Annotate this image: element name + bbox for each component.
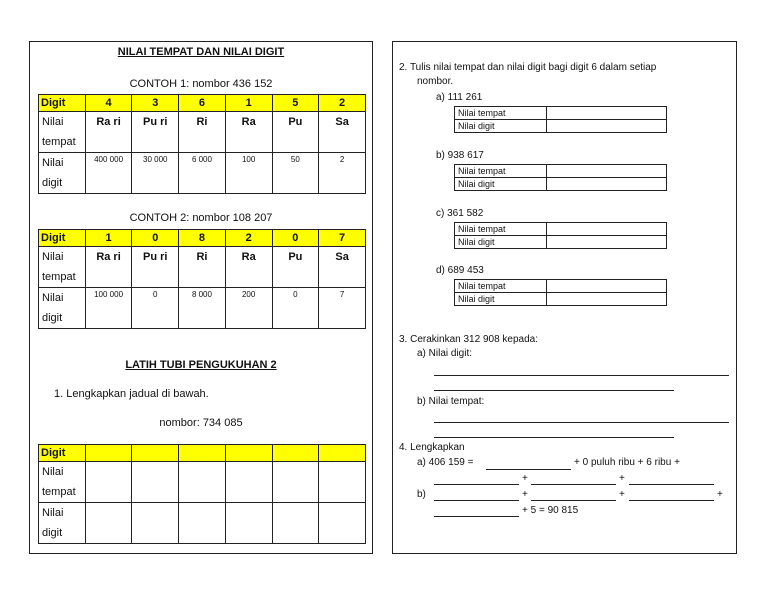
example1-caption: CONTOH 1: nombor 436 152 [129,78,273,90]
header-cell: 5 [272,95,319,112]
answer-cell[interactable] [272,462,319,503]
answer-cell[interactable] [547,236,667,249]
place-cell: Pu ri [132,247,179,288]
answer-line[interactable] [434,390,674,391]
value-cell: 50 [272,153,319,194]
answer-cell[interactable] [272,503,319,544]
q2c-table [454,222,667,249]
q4b-end: + 5 = 90 815 [522,505,579,516]
answer-blank[interactable] [486,469,571,470]
answer-blank[interactable] [629,484,714,485]
answer-line[interactable] [434,422,729,423]
header-cell: 3 [132,95,179,112]
place-cell: Ra ri [85,112,132,153]
answer-cell[interactable] [85,503,132,544]
blank-cell[interactable] [85,445,132,462]
q2a-table [454,106,667,133]
left-worksheet-panel [29,41,373,554]
place-cell: Pu [272,247,319,288]
example1-table [38,94,366,194]
place-cell: Pu [272,112,319,153]
blank-cell[interactable] [132,445,179,462]
place-cell: Pu ri [132,112,179,153]
answer-cell[interactable] [547,280,667,293]
answer-cell[interactable] [225,462,272,503]
answer-cell[interactable] [547,223,667,236]
place-label: Nilai tempat [455,280,547,293]
answer-cell[interactable] [179,503,226,544]
answer-blank[interactable] [531,484,616,485]
exercise-table [38,444,366,544]
answer-blank[interactable] [434,500,519,501]
value-cell: 7 [319,288,366,329]
value-cell: 8 000 [179,288,226,329]
place-label: Nilai tempat [455,165,547,178]
place-cell: Sa [319,247,366,288]
row-label: Nilai tempat [39,247,86,288]
row-label: Nilai tempat [39,462,86,503]
digit-label: Nilai digit [455,236,547,249]
header-cell: 0 [272,230,319,247]
header-cell: 2 [225,230,272,247]
place-label: Nilai tempat [455,223,547,236]
digit-label: Nilai digit [455,293,547,306]
worksheet-title: NILAI TEMPAT DAN NILAI DIGIT [117,46,285,58]
answer-cell[interactable] [319,462,366,503]
q3a-label: a) Nilai digit: [417,348,473,359]
plus-sign: + [522,473,528,484]
example2-value-row [39,288,366,329]
blank-cell[interactable] [225,445,272,462]
header-cell: 6 [179,95,226,112]
q4b-prefix: b) [417,489,426,500]
blank-cell[interactable] [272,445,319,462]
answer-cell[interactable] [132,503,179,544]
question-2-line2: nombor. [417,76,454,87]
place-cell: Sa [319,112,366,153]
value-cell: 0 [132,288,179,329]
answer-cell[interactable] [225,503,272,544]
header-cell: 1 [225,95,272,112]
header-cell: Digit [39,230,86,247]
blank-cell[interactable] [179,445,226,462]
answer-cell[interactable] [132,462,179,503]
value-cell: 100 000 [85,288,132,329]
row-label: Nilai digit [39,288,86,329]
question-1-number: nombor: 734 085 [159,417,243,429]
answer-blank[interactable] [434,516,519,517]
answer-cell[interactable] [547,293,667,306]
answer-blank[interactable] [629,500,714,501]
header-cell: 7 [319,230,366,247]
exercise-value-row [39,503,366,544]
q2a-label: a) 111 261 [436,92,483,103]
exercise-digit-row [39,445,366,462]
header-cell: 2 [319,95,366,112]
value-cell: 2 [319,153,366,194]
answer-line[interactable] [434,437,674,438]
row-label: Nilai digit [39,503,86,544]
answer-cell[interactable] [547,107,667,120]
answer-blank[interactable] [531,500,616,501]
place-cell: Ri [179,112,226,153]
plus-sign: + [619,489,625,500]
header-cell: 0 [132,230,179,247]
question-2-line1: 2. Tulis nilai tempat dan nilai digit bagi digit 6 dalam setiap [399,62,657,73]
plus-sign: + [619,473,625,484]
value-cell: 6 000 [179,153,226,194]
blank-cell[interactable] [319,445,366,462]
header-cell: Digit [39,95,86,112]
right-worksheet-panel [392,41,737,554]
exercise-place-row [39,462,366,503]
answer-cell[interactable] [179,462,226,503]
q4a-prefix: a) 406 159 = [417,457,474,468]
answer-cell[interactable] [85,462,132,503]
place-cell: Ra ri [85,247,132,288]
row-label: Nilai tempat [39,112,86,153]
q3b-label: b) Nilai tempat: [417,396,485,407]
q2d-label: d) 689 453 [436,265,484,276]
example1-value-row [39,153,366,194]
drill-title: LATIH TUBI PENGUKUHAN 2 [125,359,277,371]
example1-digit-row [39,95,366,112]
example2-table [38,229,366,329]
header-cell: 8 [179,230,226,247]
header-cell: Digit [39,445,86,462]
q2b-label: b) 938 617 [436,150,484,161]
question-4: 4. Lengkapkan [399,442,465,453]
plus-sign: + [522,489,528,500]
place-label: Nilai tempat [455,107,547,120]
q2d-table [454,279,667,306]
answer-line[interactable] [434,375,729,376]
header-cell: 4 [85,95,132,112]
example1-place-row [39,112,366,153]
header-cell: 1 [85,230,132,247]
value-cell: 200 [225,288,272,329]
example2-digit-row [39,230,366,247]
answer-cell[interactable] [319,503,366,544]
answer-cell[interactable] [547,120,667,133]
plus-sign: + [717,489,723,500]
example2-place-row [39,247,366,288]
question-1: 1. Lengkapkan jadual di bawah. [54,388,209,400]
value-cell: 400 000 [85,153,132,194]
answer-cell[interactable] [547,178,667,191]
answer-cell[interactable] [547,165,667,178]
digit-label: Nilai digit [455,120,547,133]
q4a-mid: + 0 puluh ribu + 6 ribu + [574,457,680,468]
value-cell: 0 [272,288,319,329]
place-cell: Ra [225,112,272,153]
q2c-label: c) 361 582 [436,208,484,219]
digit-label: Nilai digit [455,178,547,191]
q2b-table [454,164,667,191]
answer-blank[interactable] [434,484,519,485]
question-3: 3. Cerakinkan 312 908 kepada: [399,334,538,345]
place-cell: Ri [179,247,226,288]
value-cell: 30 000 [132,153,179,194]
place-cell: Ra [225,247,272,288]
value-cell: 100 [225,153,272,194]
row-label: Nilai digit [39,153,86,194]
example2-caption: CONTOH 2: nombor 108 207 [129,212,273,224]
